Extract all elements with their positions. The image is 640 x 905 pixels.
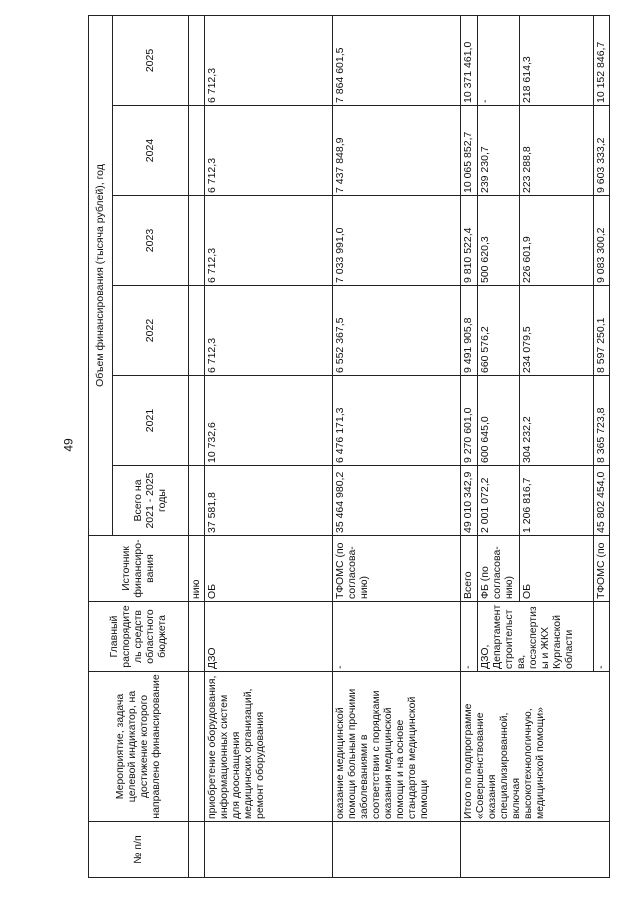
cell-admin: - bbox=[461, 602, 477, 672]
cell-2022: 660 576,2 bbox=[477, 286, 519, 376]
header-total: Всего на 2021 - 2025 годы bbox=[112, 466, 188, 536]
cell-total: 45 802 454,0 bbox=[593, 466, 609, 536]
cell-num bbox=[333, 822, 461, 878]
cell-2024: 6 712,3 bbox=[205, 106, 333, 196]
cell-admin: - bbox=[333, 602, 461, 672]
header-source: Источник финансиро-вания bbox=[89, 536, 189, 602]
cell-event: Итого по подпрограмме «Совершенствование оказания специализированной, включая высокотехнологичную, медицинской помощи» bbox=[461, 672, 610, 822]
cell-total: 49 010 342,9 bbox=[461, 466, 477, 536]
cell-2022: 9 491 905,8 bbox=[461, 286, 477, 376]
table-row bbox=[188, 15, 204, 877]
cell-total: 35 464 980,2 bbox=[333, 466, 461, 536]
cell-source: ТФОМС (по bbox=[593, 536, 609, 602]
carry-source: нию bbox=[188, 536, 204, 602]
cell-admin: ДЗО bbox=[205, 602, 333, 672]
cell-source: ФБ (по согласова-нию) bbox=[477, 536, 519, 602]
cell-total: 1 206 816,7 bbox=[519, 466, 593, 536]
cell-source: ОБ bbox=[205, 536, 333, 602]
cell-2022: 6 552 367,5 bbox=[333, 286, 461, 376]
table-row bbox=[205, 15, 333, 877]
header-2023: 2023 bbox=[112, 196, 188, 286]
header-2022: 2022 bbox=[112, 286, 188, 376]
cell-2023: 6 712,3 bbox=[205, 196, 333, 286]
cell-2024: 223 288,8 bbox=[519, 106, 593, 196]
cell-source: ОБ bbox=[519, 536, 593, 602]
cell-num bbox=[461, 822, 610, 878]
rotated-table-container bbox=[88, 16, 610, 878]
cell-2021: 6 476 171,3 bbox=[333, 376, 461, 466]
header-num: № п/п bbox=[89, 822, 189, 878]
cell-2021: 304 232,2 bbox=[519, 376, 593, 466]
cell-2025: 10 152 846,7 bbox=[593, 15, 609, 105]
cell-source: ТФОМС (по согласова-нию) bbox=[333, 536, 461, 602]
cell-2023: 226 601,9 bbox=[519, 196, 593, 286]
cell-2025: 10 371 461,0 bbox=[461, 15, 477, 105]
cell-event: приобретение оборудования, информационных систем для дооснащения медицинских организаций, ремонт оборудования bbox=[205, 672, 333, 822]
cell-admin: - bbox=[593, 602, 609, 672]
table-row bbox=[333, 15, 461, 877]
cell-2025: - bbox=[477, 15, 519, 105]
cell-2025: 7 864 601,5 bbox=[333, 15, 461, 105]
cell-2023: 7 033 991,0 bbox=[333, 196, 461, 286]
header-2021: 2021 bbox=[112, 376, 188, 466]
cell-2021: 9 270 601,0 bbox=[461, 376, 477, 466]
cell-2022: 234 079,5 bbox=[519, 286, 593, 376]
table-row bbox=[461, 15, 477, 877]
cell-admin: ДЗО, Департамент строительства, госэкспертизы и ЖКХ Курганской области bbox=[477, 602, 593, 672]
cell-2021: 8 365 723,8 bbox=[593, 376, 609, 466]
cell-2024: 10 065 852,7 bbox=[461, 106, 477, 196]
cell-2024: 9 603 333,2 bbox=[593, 106, 609, 196]
cell-source: Всего bbox=[461, 536, 477, 602]
header-2024: 2024 bbox=[112, 106, 188, 196]
cell-2021: 600 645,0 bbox=[477, 376, 519, 466]
cell-2024: 239 230,7 bbox=[477, 106, 519, 196]
header-admin: Главный распорядитель средств областного бюджета bbox=[89, 602, 189, 672]
header-event: Мероприятие, задача целевой индикатор, на достижение которого направлено финансирование bbox=[89, 672, 189, 822]
cell-2021: 10 732,6 bbox=[205, 376, 333, 466]
cell-num bbox=[205, 822, 333, 878]
cell-2024: 7 437 848,9 bbox=[333, 106, 461, 196]
cell-2023: 500 620,3 bbox=[477, 196, 519, 286]
cell-2023: 9 083 300,2 bbox=[593, 196, 609, 286]
cell-2022: 8 597 250,1 bbox=[593, 286, 609, 376]
financing-table bbox=[88, 15, 610, 878]
page-number: 49 bbox=[61, 438, 76, 452]
cell-total: 2 001 072,2 bbox=[477, 466, 519, 536]
cell-2025: 218 614,3 bbox=[519, 15, 593, 105]
header-volume: Объем финансирования (тысяча рублей), год bbox=[89, 15, 113, 535]
cell-2022: 6 712,3 bbox=[205, 286, 333, 376]
cell-2023: 9 810 522,4 bbox=[461, 196, 477, 286]
cell-total: 37 581,8 bbox=[205, 466, 333, 536]
header-2025: 2025 bbox=[112, 15, 188, 105]
cell-2025: 6 712,3 bbox=[205, 15, 333, 105]
cell-event: оказание медицинской помощи больным прочими заболеваниями в соответствии с порядками оказания медицинской помощи и на основе стандартов медицинской помощи bbox=[333, 672, 461, 822]
